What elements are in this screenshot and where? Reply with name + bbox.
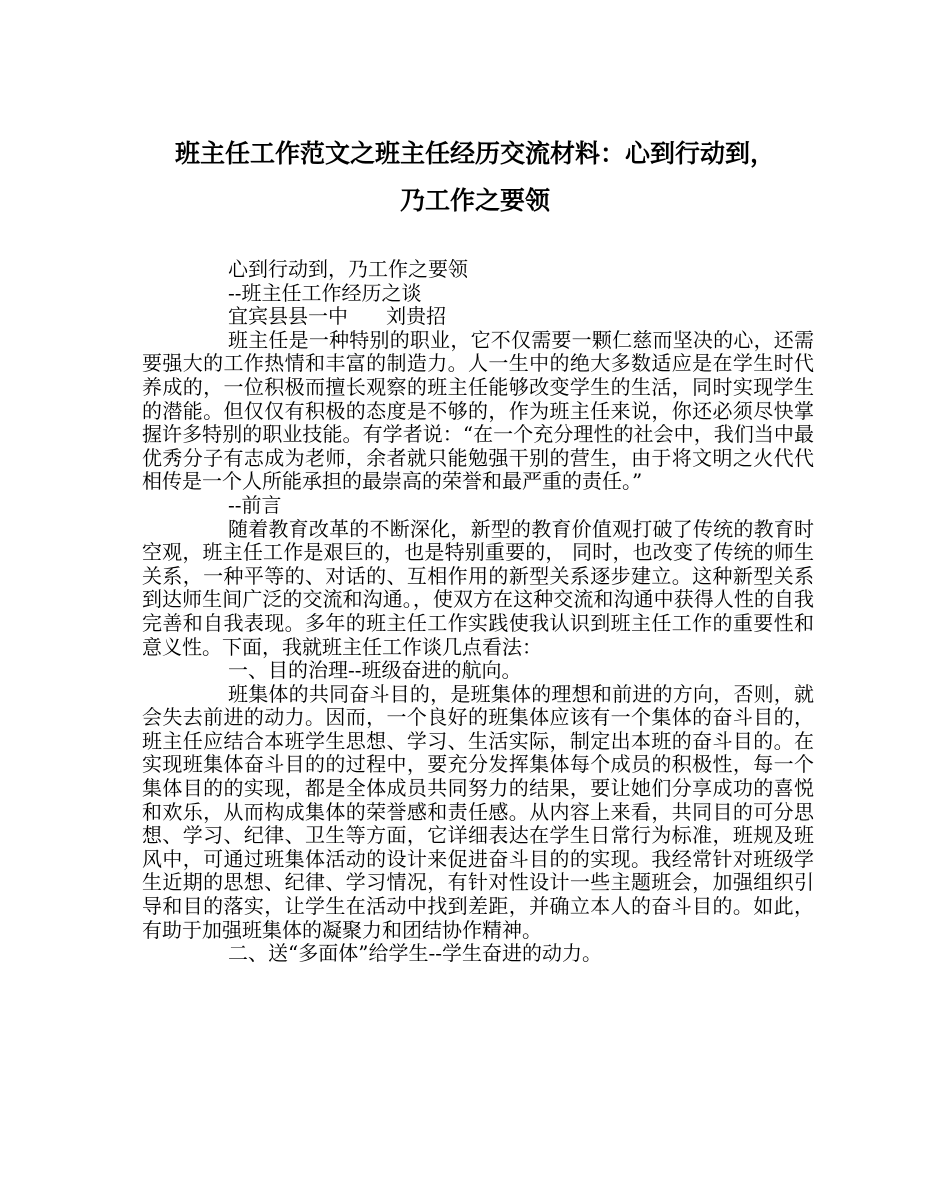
- paragraph-3: 班集体的共同奋斗目的，是班集体的理想和前进的方向，否则，就会失去前进的动力。因而，一个良好的班集体应该有一个集体的奋斗目的，班主任应结合本班学生思想、学习、生活实际，制定出本班的奋斗目的。在实现班集体奋斗目的的过程中，要充分发挥集体每个成员的积极性，每一个集体目的的实现，都是全体成员共同努力的结果，要让她们分享成功的喜悦和欢乐，从而构成集体的荣誉感和责任感。从内容上来看，共同目的可分思想、学习、纪律、卫生等方面，它详细表达在学生日常行为标准，班规及班风中，可通过班集体活动的设计来促进奋斗目的的实现。我经常针对班级学生近期的思想、纪律、学习情况，有针对性设计一些主题班会，加强组织引导和目的落实，让学生在活动中找到差距，并确立本人的奋斗目的。如此，有助于加强班集体的凝聚力和团结协作精神。: [142, 681, 814, 942]
- document-title: [100, 130, 850, 224]
- title-line-1: 班主任工作范文之班主任经历交流材料：心到行动到，: [174, 139, 775, 168]
- author-line: 宜宾县县一中 刘贵招: [228, 304, 447, 329]
- section-heading-1: 一、目的治理--班级奋进的航向。: [228, 658, 522, 683]
- paragraph-1: 班主任是一种特别的职业，它不仅需要一颗仁慈而坚决的心，还需要强大的工作热情和丰富的制造力。人一生中的绝大多数适应是在学生时代养成的，一位积极而擅长观察的班主任能够改变学生的生活，同时实现学生的潜能。但仅仅有积极的态度是不够的，作为班主任来说，你还必须尽快掌握许多特别的职业技能。有学者说：“在一个充分理性的社会中，我们当中最优秀分子有志成为老师，余者就只能勉强干别的营生，由于将文明之火代代相传是一个人所能承担的最崇高的荣誉和最严重的责任。”: [142, 327, 814, 494]
- paragraph-2: 随着教育改革的不断深化，新型的教育价值观打破了传统的教育时空观，班主任工作是艰巨的，也是特别重要的， 同时，也改变了传统的师生关系，一种平等的、对话的、互相作用的新型关系逐步建立。这种新型关系到达师生间广泛的交流和沟通。，使双方在这种交流和沟通中获得人性的自我完善和自我表现。多年的班主任工作实践使我认识到班主任工作的重要性和意义性。下面，我就班主任工作谈几点看法：: [142, 516, 814, 659]
- title-line-2: 乃工作之要领: [399, 186, 550, 215]
- document-body: [142, 258, 814, 966]
- article-subheading: --班主任工作经历之谈: [228, 280, 422, 305]
- article-heading: 心到行动到，乃工作之要领: [228, 257, 468, 281]
- section-heading-2: 二、送“多面体”给学生--学生奋进的动力。: [228, 941, 602, 966]
- preface-label: --前言: [228, 492, 282, 517]
